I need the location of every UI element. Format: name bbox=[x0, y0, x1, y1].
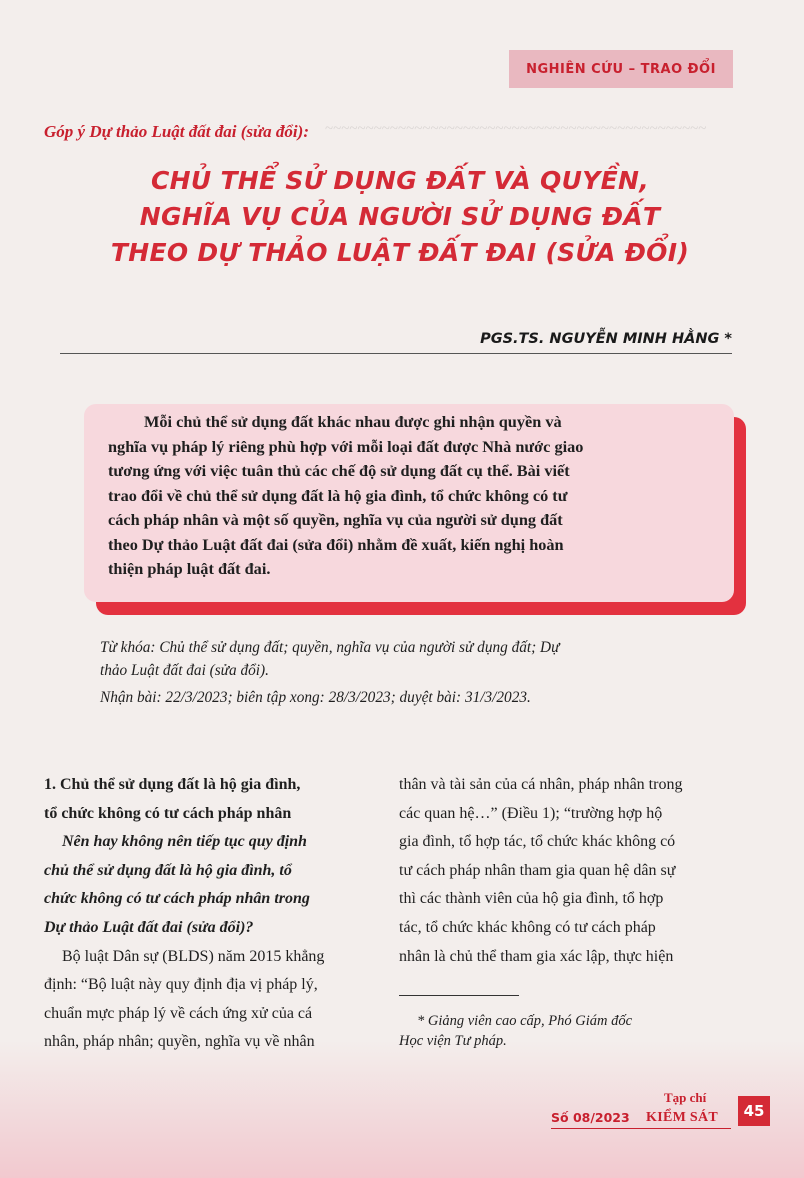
abstract-text bbox=[108, 410, 680, 582]
article-kicker: Góp ý Dự thảo Luật đất đai (sửa đổi): bbox=[44, 122, 309, 141]
section-heading: 1. Chủ thể sử dụng đất là hộ gia đình, bbox=[44, 776, 301, 793]
keywords bbox=[100, 636, 710, 682]
bottom-gradient bbox=[0, 1040, 804, 1178]
body-line: tác, tổ chức khác không có tư cách pháp bbox=[399, 918, 656, 936]
footnote bbox=[399, 1011, 739, 1051]
body-line: nhân, pháp nhân; quyền, nghĩa vụ về nhân bbox=[44, 1033, 315, 1051]
body-line: gia đình, tổ hợp tác, tổ chức khác không có bbox=[399, 833, 676, 851]
abstract-line: trao đổi về chủ thể sử dụng đất là hộ gia đình, tổ chức không có tư bbox=[108, 485, 568, 505]
received-dates: Nhận bài: 22/3/2023; biên tập xong: 28/3/2023; duyệt bài: 31/3/2023. bbox=[100, 689, 531, 706]
author-byline: PGS.TS. NGUYỄN MINH HẰNG * bbox=[480, 331, 732, 347]
body-line: tư cách pháp nhân tham gia quan hệ dân sự bbox=[399, 861, 676, 879]
footnote-rule bbox=[399, 995, 519, 996]
footnote-line: * Giảng viên cao cấp, Phó Giám đốc bbox=[417, 1013, 633, 1029]
journal-prefix: Tạp chí bbox=[664, 1090, 707, 1105]
title-line: NGHĨA VỤ CỦA NGƯỜI SỬ DỤNG ĐẤT bbox=[139, 202, 661, 231]
right-column bbox=[399, 771, 735, 971]
journal-title: KIỂM SÁT bbox=[646, 1110, 719, 1125]
question-line: chủ thể sử dụng đất là hộ gia đình, tổ bbox=[44, 861, 292, 879]
body-line: thân và tài sản của cá nhân, pháp nhân trong bbox=[399, 776, 683, 793]
question-line: Dự thảo Luật đất đai (sửa đổi)? bbox=[44, 918, 254, 936]
abstract-line: tương ứng với việc tuân thủ các chế độ sử dụng đất cụ thể. Bài viết bbox=[108, 461, 570, 480]
section-label-text: NGHIÊN CỨU – TRAO ĐỔI bbox=[526, 61, 716, 77]
title-line: THEO DỰ THẢO LUẬT ĐẤT ĐAI (SỬA ĐỔI) bbox=[110, 238, 690, 267]
abstract-line: nghĩa vụ pháp lý riêng phù hợp với mỗi loại đất được Nhà nước giao bbox=[108, 436, 584, 456]
title-line: CHỦ THỂ SỬ DỤNG ĐẤT VÀ QUYỀN, bbox=[150, 166, 650, 195]
section-heading: tổ chức không có tư cách pháp nhân bbox=[44, 804, 292, 822]
left-column bbox=[44, 771, 372, 1057]
journal-issue: Số 08/2023 bbox=[551, 1110, 630, 1125]
author-divider bbox=[60, 353, 732, 354]
body-line: định: “Bộ luật này quy định địa vị pháp lý, bbox=[44, 976, 318, 994]
body-line: chuẩn mực pháp lý về cách ứng xử của cá bbox=[44, 1004, 313, 1022]
body-line: các quan hệ…” (Điều 1); “trường hợp hộ bbox=[399, 804, 663, 822]
bleed-through-texture: ~~~~~~~~~~~~~~~~~~~~~~~~~~~~~~~~~~~~~~~~~~~~~~~ bbox=[325, 121, 707, 137]
abstract-line: thiện pháp luật đất đai. bbox=[108, 559, 271, 578]
article-title bbox=[60, 163, 740, 271]
body-line: Bộ luật Dân sự (BLDS) năm 2015 khẳng bbox=[62, 947, 325, 965]
keywords-line: thảo Luật đất đai (sửa đổi). bbox=[100, 662, 269, 679]
keywords-line: Từ khóa: Chủ thể sử dụng đất; quyền, nghĩa vụ của người sử dụng đất; Dự bbox=[100, 639, 560, 656]
abstract-line: theo Dự thảo Luật đất đai (sửa đổi) nhằm đề xuất, kiến nghị hoàn bbox=[108, 534, 564, 554]
page-number: 45 bbox=[738, 1096, 770, 1126]
section-label bbox=[509, 50, 733, 88]
footnote-line: Học viện Tư pháp. bbox=[399, 1033, 507, 1049]
abstract-line: Mỗi chủ thể sử dụng đất khác nhau được ghi nhận quyền và bbox=[144, 412, 562, 431]
question-line: Nên hay không nên tiếp tục quy định bbox=[62, 833, 307, 851]
abstract-line: cách pháp nhân và một số quyền, nghĩa vụ của người sử dụng đất bbox=[108, 510, 563, 529]
body-line: nhân là chủ thể tham gia xác lập, thực hiện bbox=[399, 947, 674, 965]
question-line: chức không có tư cách pháp nhân trong bbox=[44, 890, 310, 908]
body-line: thì các thành viên của hộ gia đình, tổ hợp bbox=[399, 890, 664, 908]
journal-underline bbox=[551, 1128, 731, 1129]
